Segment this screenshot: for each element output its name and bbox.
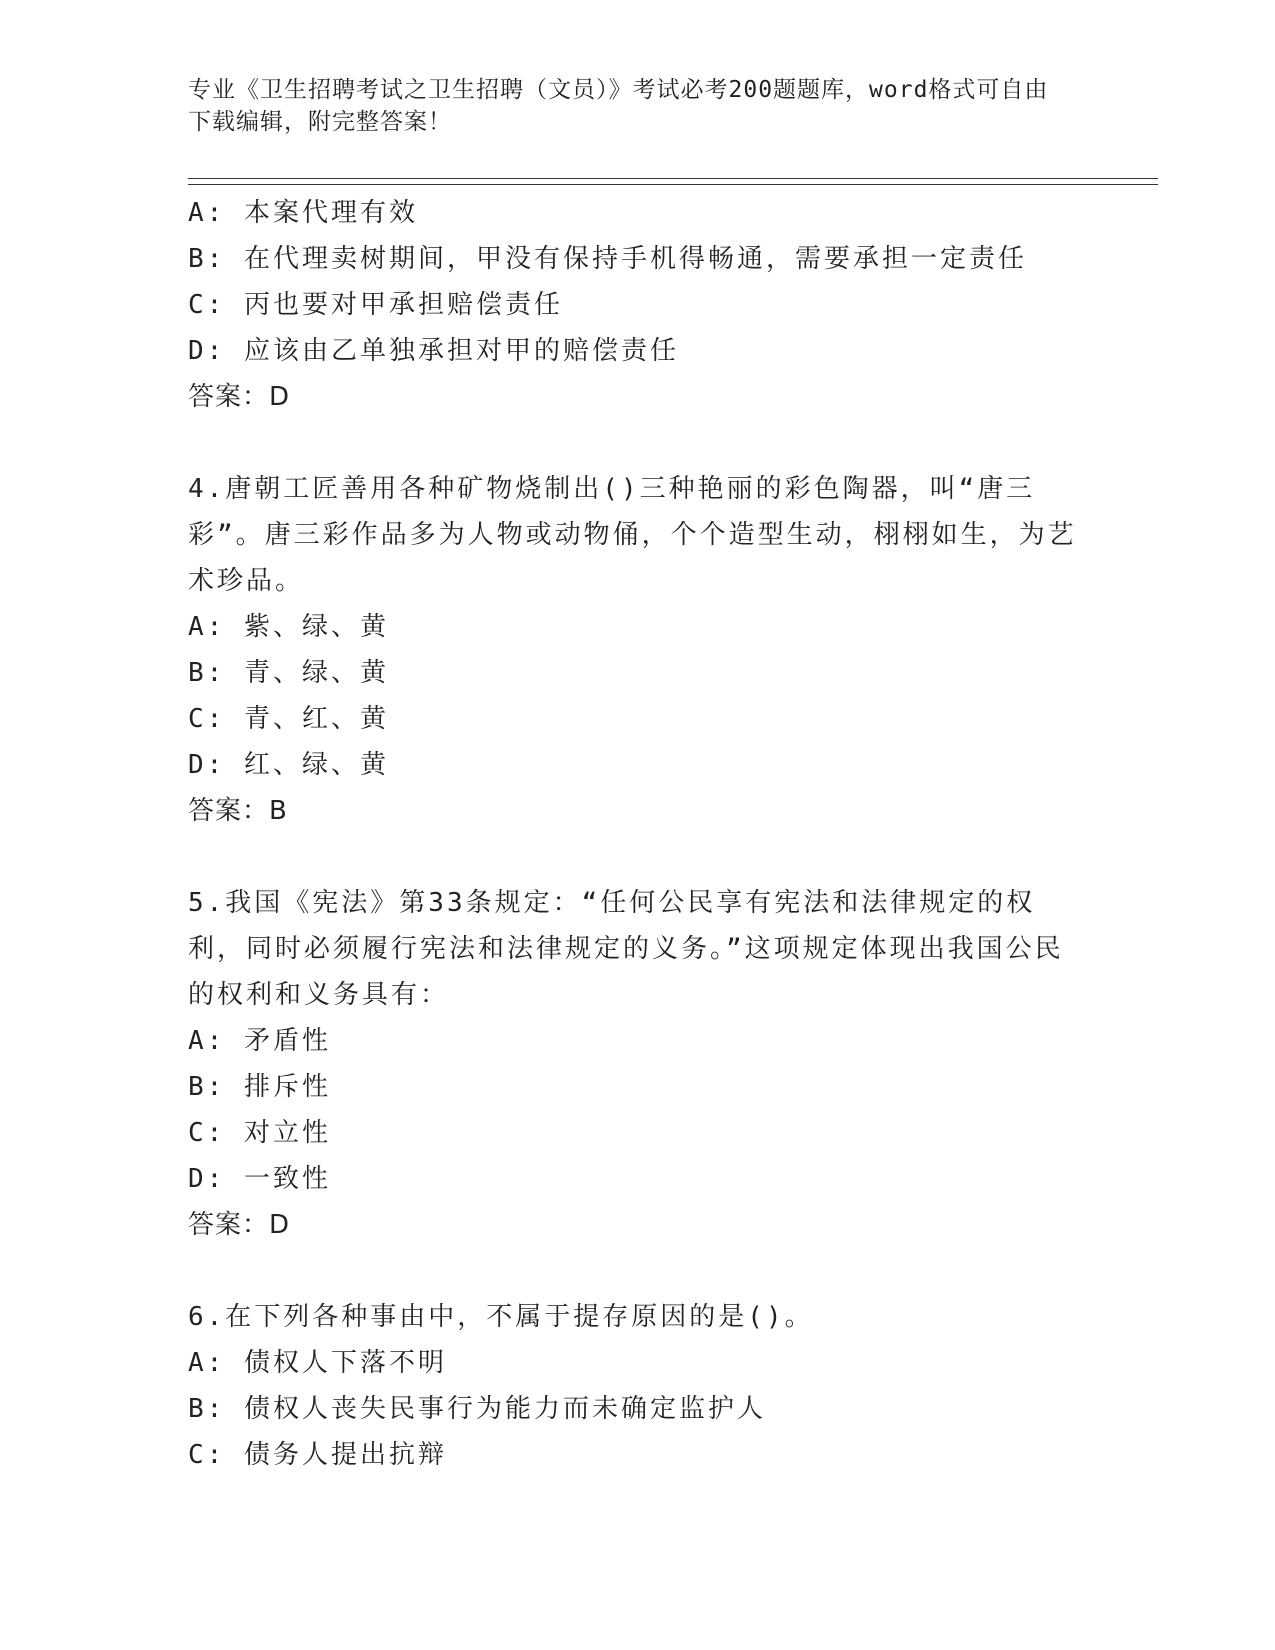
option-a: A: 矛盾性 — [188, 1026, 331, 1056]
question-stem: 6.在下列各种事由中，不属于提存原因的是()。 — [188, 1302, 814, 1332]
question-stem: 5.我国《宪法》第33条规定：“任何公民享有宪法和法律规定的权利，同时必须履行宪法和法律规定的义务。”这项规定体现出我国公民的权利和义务具有： — [188, 888, 1064, 1010]
spacer — [188, 834, 1088, 880]
option-c: C: 债务人提出抗辩 — [188, 1440, 447, 1470]
spacer — [188, 420, 1088, 466]
question-3-continued — [188, 190, 1088, 420]
spacer — [188, 1248, 1088, 1294]
option-d: D: 应该由乙单独承担对甲的赔偿责任 — [188, 336, 679, 366]
option-c: C: 丙也要对甲承担赔偿责任 — [188, 290, 563, 320]
answer-line: 答案：D — [188, 1210, 291, 1240]
option-b: B: 债权人丧失民事行为能力而未确定监护人 — [188, 1394, 766, 1424]
option-a: A: 紫、绿、黄 — [188, 612, 389, 642]
option-c: C: 青、红、黄 — [188, 704, 389, 734]
option-d: D: 红、绿、黄 — [188, 750, 389, 780]
option-b: B: 青、绿、黄 — [188, 658, 389, 688]
question-5 — [188, 880, 1088, 1248]
option-a: A: 本案代理有效 — [188, 198, 418, 228]
option-b: B: 在代理卖树期间，甲没有保持手机得畅通，需要承担一定责任 — [188, 244, 1027, 274]
answer-line: 答案：D — [188, 382, 291, 412]
question-6 — [188, 1294, 1088, 1478]
option-d: D: 一致性 — [188, 1164, 331, 1194]
answer-line: 答案：B — [188, 796, 288, 826]
option-b: B: 排斥性 — [188, 1072, 331, 1102]
question-stem: 4.唐朝工匠善用各种矿物烧制出()三种艳丽的彩色陶器，叫“唐三彩”。唐三彩作品多为人物或动物俑，个个造型生动，栩栩如生，为艺术珍品。 — [188, 474, 1077, 596]
question-4 — [188, 466, 1088, 834]
document-body — [188, 190, 1088, 1478]
header-divider-top — [188, 178, 1158, 179]
option-a: A: 债权人下落不明 — [188, 1348, 447, 1378]
document-header: 专业《卫生招聘考试之卫生招聘（文员）》考试必考200题题库，word格式可自由下载编辑，附完整答案！ — [188, 77, 1049, 135]
option-c: C: 对立性 — [188, 1118, 331, 1148]
header-divider-bottom — [188, 184, 1158, 185]
